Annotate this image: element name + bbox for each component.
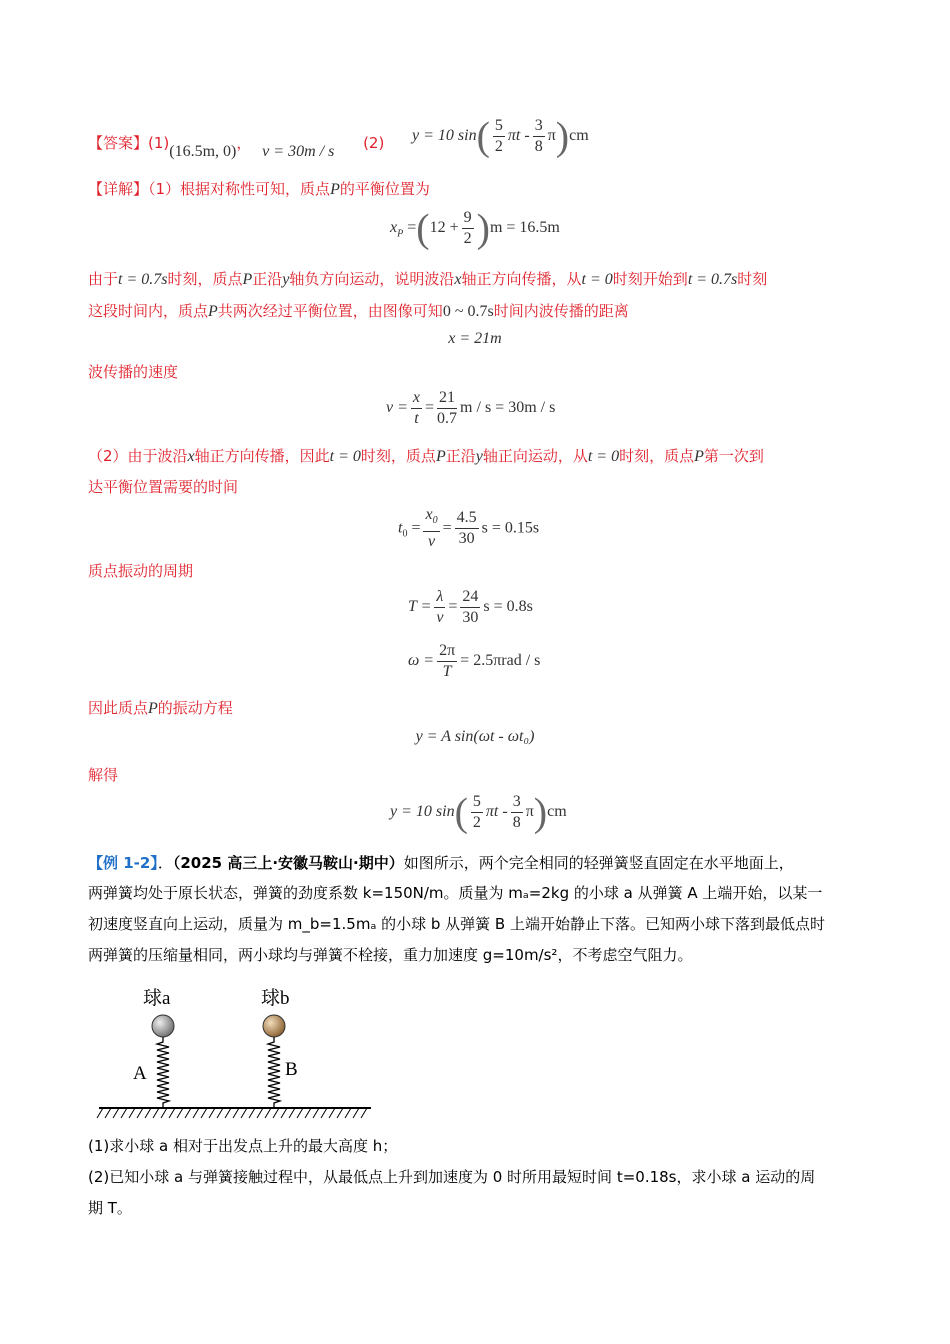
frac-num: λ: [434, 587, 445, 608]
answer-comma: ，: [236, 134, 252, 152]
frac-num: 2π: [437, 641, 457, 662]
detail-intro-text: （1）根据对称性可知，质点: [148, 180, 331, 198]
example-line-3: 初速度竖直向上运动，质量为 m_b=1.5mₐ 的小球 b 从弹簧 B 上端开始静止下落。已知两小球下落到最低点时: [88, 915, 825, 933]
omega-equation: [408, 641, 540, 682]
text: 这段时间内，质点: [88, 302, 209, 320]
math-inline: t = 0.7s: [687, 271, 738, 288]
example-line-4: 两弹簧的压缩量相同，两小球均与弹簧不栓接，重力加速度 g=10m/s²，不考虑空气阻力。: [88, 946, 693, 964]
detail-intro-text2: 的平衡位置为: [339, 180, 430, 198]
y-final-equation: y = 10 sin( $\frac{5}{2}$ πt - $\frac{3}{8}$ π)cm: [390, 789, 567, 835]
ball-b-label: 球b: [261, 988, 290, 1009]
frac-den: v: [436, 609, 444, 626]
eq-lhs: y = 10 sin: [390, 803, 455, 821]
ground-hatching: [97, 1108, 367, 1118]
T-rhs: s = 0.8s: [483, 598, 533, 616]
eq-mid: πt -: [485, 803, 508, 821]
detail-label: 【详解】: [88, 180, 149, 198]
text: （2）由于波沿: [88, 447, 188, 465]
xp-lhs: x: [390, 219, 398, 237]
v-rhs: m / s = 30m / s: [460, 399, 556, 417]
frac-num: x: [411, 388, 422, 409]
frac-den: 0.7: [437, 410, 458, 427]
frac-num: 9: [462, 208, 474, 229]
example-text: 如图所示，两个完全相同的轻弹簧竖直固定在水平地面上，: [403, 854, 794, 872]
xp-sub: P: [397, 228, 404, 240]
xp-eq: =: [407, 219, 417, 237]
frac-den: 2: [463, 230, 472, 247]
math-inline: x: [454, 271, 462, 288]
example-line-1: [88, 852, 794, 874]
answer-label: 【答案】: [88, 134, 149, 152]
math-inline: 0 ~ 0.7s: [442, 303, 494, 320]
frac-num: 5: [493, 116, 505, 137]
math-inline: P: [242, 271, 253, 288]
y-general-equation: y = A sin(ωt - ωt₀): [415, 728, 535, 745]
math-inline: y: [475, 448, 483, 465]
text: 时刻，质点: [619, 447, 695, 465]
answer-part2: (2): [363, 134, 385, 152]
xp-a: 12 +: [429, 219, 459, 237]
frac-den: 8: [534, 138, 543, 155]
point-p: P: [148, 700, 158, 717]
w-rhs: = 2.5πrad / s: [460, 652, 541, 670]
text: 时间内波传播的距离: [493, 302, 629, 320]
text: 第一次到: [703, 447, 764, 465]
ball-b: [263, 1015, 285, 1037]
text: 的振动方程: [157, 699, 233, 717]
xp-rhs: m = 16.5m: [489, 219, 560, 237]
frac-num: 21: [437, 388, 457, 409]
answer-part1: (1): [148, 134, 170, 152]
math-inline: t = 0.7s: [118, 271, 168, 288]
frac-num: 3: [533, 116, 545, 137]
text: 时刻: [737, 270, 768, 288]
example-label: 【例 1-2】: [88, 854, 158, 872]
math-inline: y: [282, 271, 290, 288]
frac-den: t: [414, 410, 419, 427]
text: 轴正向运动，从: [482, 447, 588, 465]
spring-a-label: A: [133, 1063, 147, 1084]
x-equation: x = 21m: [448, 330, 502, 347]
v-eq: =: [425, 399, 435, 417]
frac-num-sub: 0: [432, 515, 438, 527]
ball-a-label: 球a: [143, 988, 171, 1009]
text: 正沿: [445, 447, 476, 465]
part2-line-1: [88, 445, 764, 468]
xp-equation: $x_P =(12$ + $\frac{9}{2}$ )m = 16.5m: [390, 205, 560, 251]
frac-den: 2: [472, 814, 481, 831]
answer-line: [88, 132, 385, 160]
frac-num: 4.5: [455, 508, 479, 529]
v-equation: [386, 388, 555, 429]
math-inline: t = 0: [581, 271, 613, 288]
text: 轴正方向传播，从: [461, 270, 582, 288]
math-inline: P: [435, 448, 446, 465]
speed-label: 波传播的速度: [88, 363, 179, 381]
t0-lhs: t: [398, 519, 403, 537]
example-line-2: 两弹簧均处于原长状态，弹簧的劲度系数 k=150N/m。质量为 mₐ=2kg 的小球 a 从弹簧 A 上端开始，以某一: [88, 884, 823, 902]
frac-den: 8: [512, 814, 521, 831]
T-lhs: T =: [408, 598, 432, 616]
question-1: (1)求小球 a 相对于出发点上升的最大高度 h；: [88, 1137, 398, 1155]
period-label: 质点振动的周期: [88, 562, 194, 580]
text: 时刻开始到: [612, 270, 688, 288]
text: 因此质点: [88, 699, 149, 717]
math-inline: t = 0: [329, 448, 361, 465]
part2-line-2: 达平衡位置需要的时间: [88, 478, 239, 496]
solve-label: 解得: [88, 766, 119, 784]
math-inline: P: [208, 303, 218, 320]
text: 正沿: [252, 270, 283, 288]
frac-den: T: [442, 663, 452, 680]
T-eq: =: [448, 598, 458, 616]
text: 时刻，质点: [360, 447, 436, 465]
text: 轴负方向运动，说明波沿: [289, 270, 455, 288]
frac-den: 30: [458, 530, 475, 548]
text: 时刻，质点: [167, 270, 243, 288]
w-lhs: ω =: [408, 652, 435, 670]
frac-num: 5: [471, 792, 483, 813]
answer-speed: v = 30m / s: [262, 143, 335, 160]
eq-unit: cm: [547, 803, 567, 821]
frac-den: v: [427, 533, 436, 551]
t0-equation: [398, 505, 539, 552]
answer-equation: y = 10 sin( $\frac{5}{2}$ πt - $\frac{3}{8}$ π)cm: [412, 113, 589, 159]
eq-lhs: y = 10 sin: [412, 127, 477, 145]
frac-num: 3: [511, 792, 523, 813]
question-2-line-1: (2)已知小球 a 与弹簧接触过程中，从最低点上升到加速度为 0 时所用最短时间 t=0.18s，求小球 a 运动的周: [88, 1168, 816, 1186]
eq-unit: cm: [569, 127, 589, 145]
t0-eq2: =: [442, 519, 452, 537]
spring-figure: [95, 980, 375, 1125]
math-inline: t = 0: [587, 448, 620, 465]
frac-num: x: [425, 506, 433, 523]
spring-b-label: B: [285, 1059, 298, 1080]
eqn-label: [88, 697, 233, 720]
detail-line-1: [88, 268, 767, 291]
T-equation: [408, 587, 533, 628]
point-p: P: [330, 181, 340, 198]
eq-tail: π: [547, 127, 556, 145]
text: 由于: [88, 270, 119, 288]
frac-den: 2: [494, 138, 503, 155]
answer-coord: (16.5m, 0): [169, 143, 237, 160]
example-dot: ．: [157, 854, 173, 872]
ball-a: [152, 1015, 174, 1037]
eq-tail: π: [525, 803, 534, 821]
t0-rhs: s = 0.15s: [481, 519, 540, 537]
frac-den: 30: [462, 609, 479, 626]
t0-eq: =: [411, 519, 421, 537]
question-2-line-2: 期 T。: [88, 1199, 132, 1217]
t0-sub: 0: [402, 528, 408, 540]
detail-line-2: [88, 300, 629, 323]
frac-num: 24: [460, 587, 480, 608]
math-inline: x: [187, 448, 195, 465]
spring-a: [157, 1037, 169, 1108]
eq-mid: πt -: [507, 127, 530, 145]
math-inline: P: [694, 448, 704, 465]
text: 轴正方向传播，因此: [194, 447, 330, 465]
example-source: （2025 高三上·安徽马鞍山·期中）: [172, 854, 404, 872]
v-lhs: v =: [386, 399, 408, 417]
spring-b: [268, 1037, 280, 1108]
text: 共两次经过平衡位置，由图像可知: [217, 302, 443, 320]
detail-intro: [88, 178, 430, 201]
